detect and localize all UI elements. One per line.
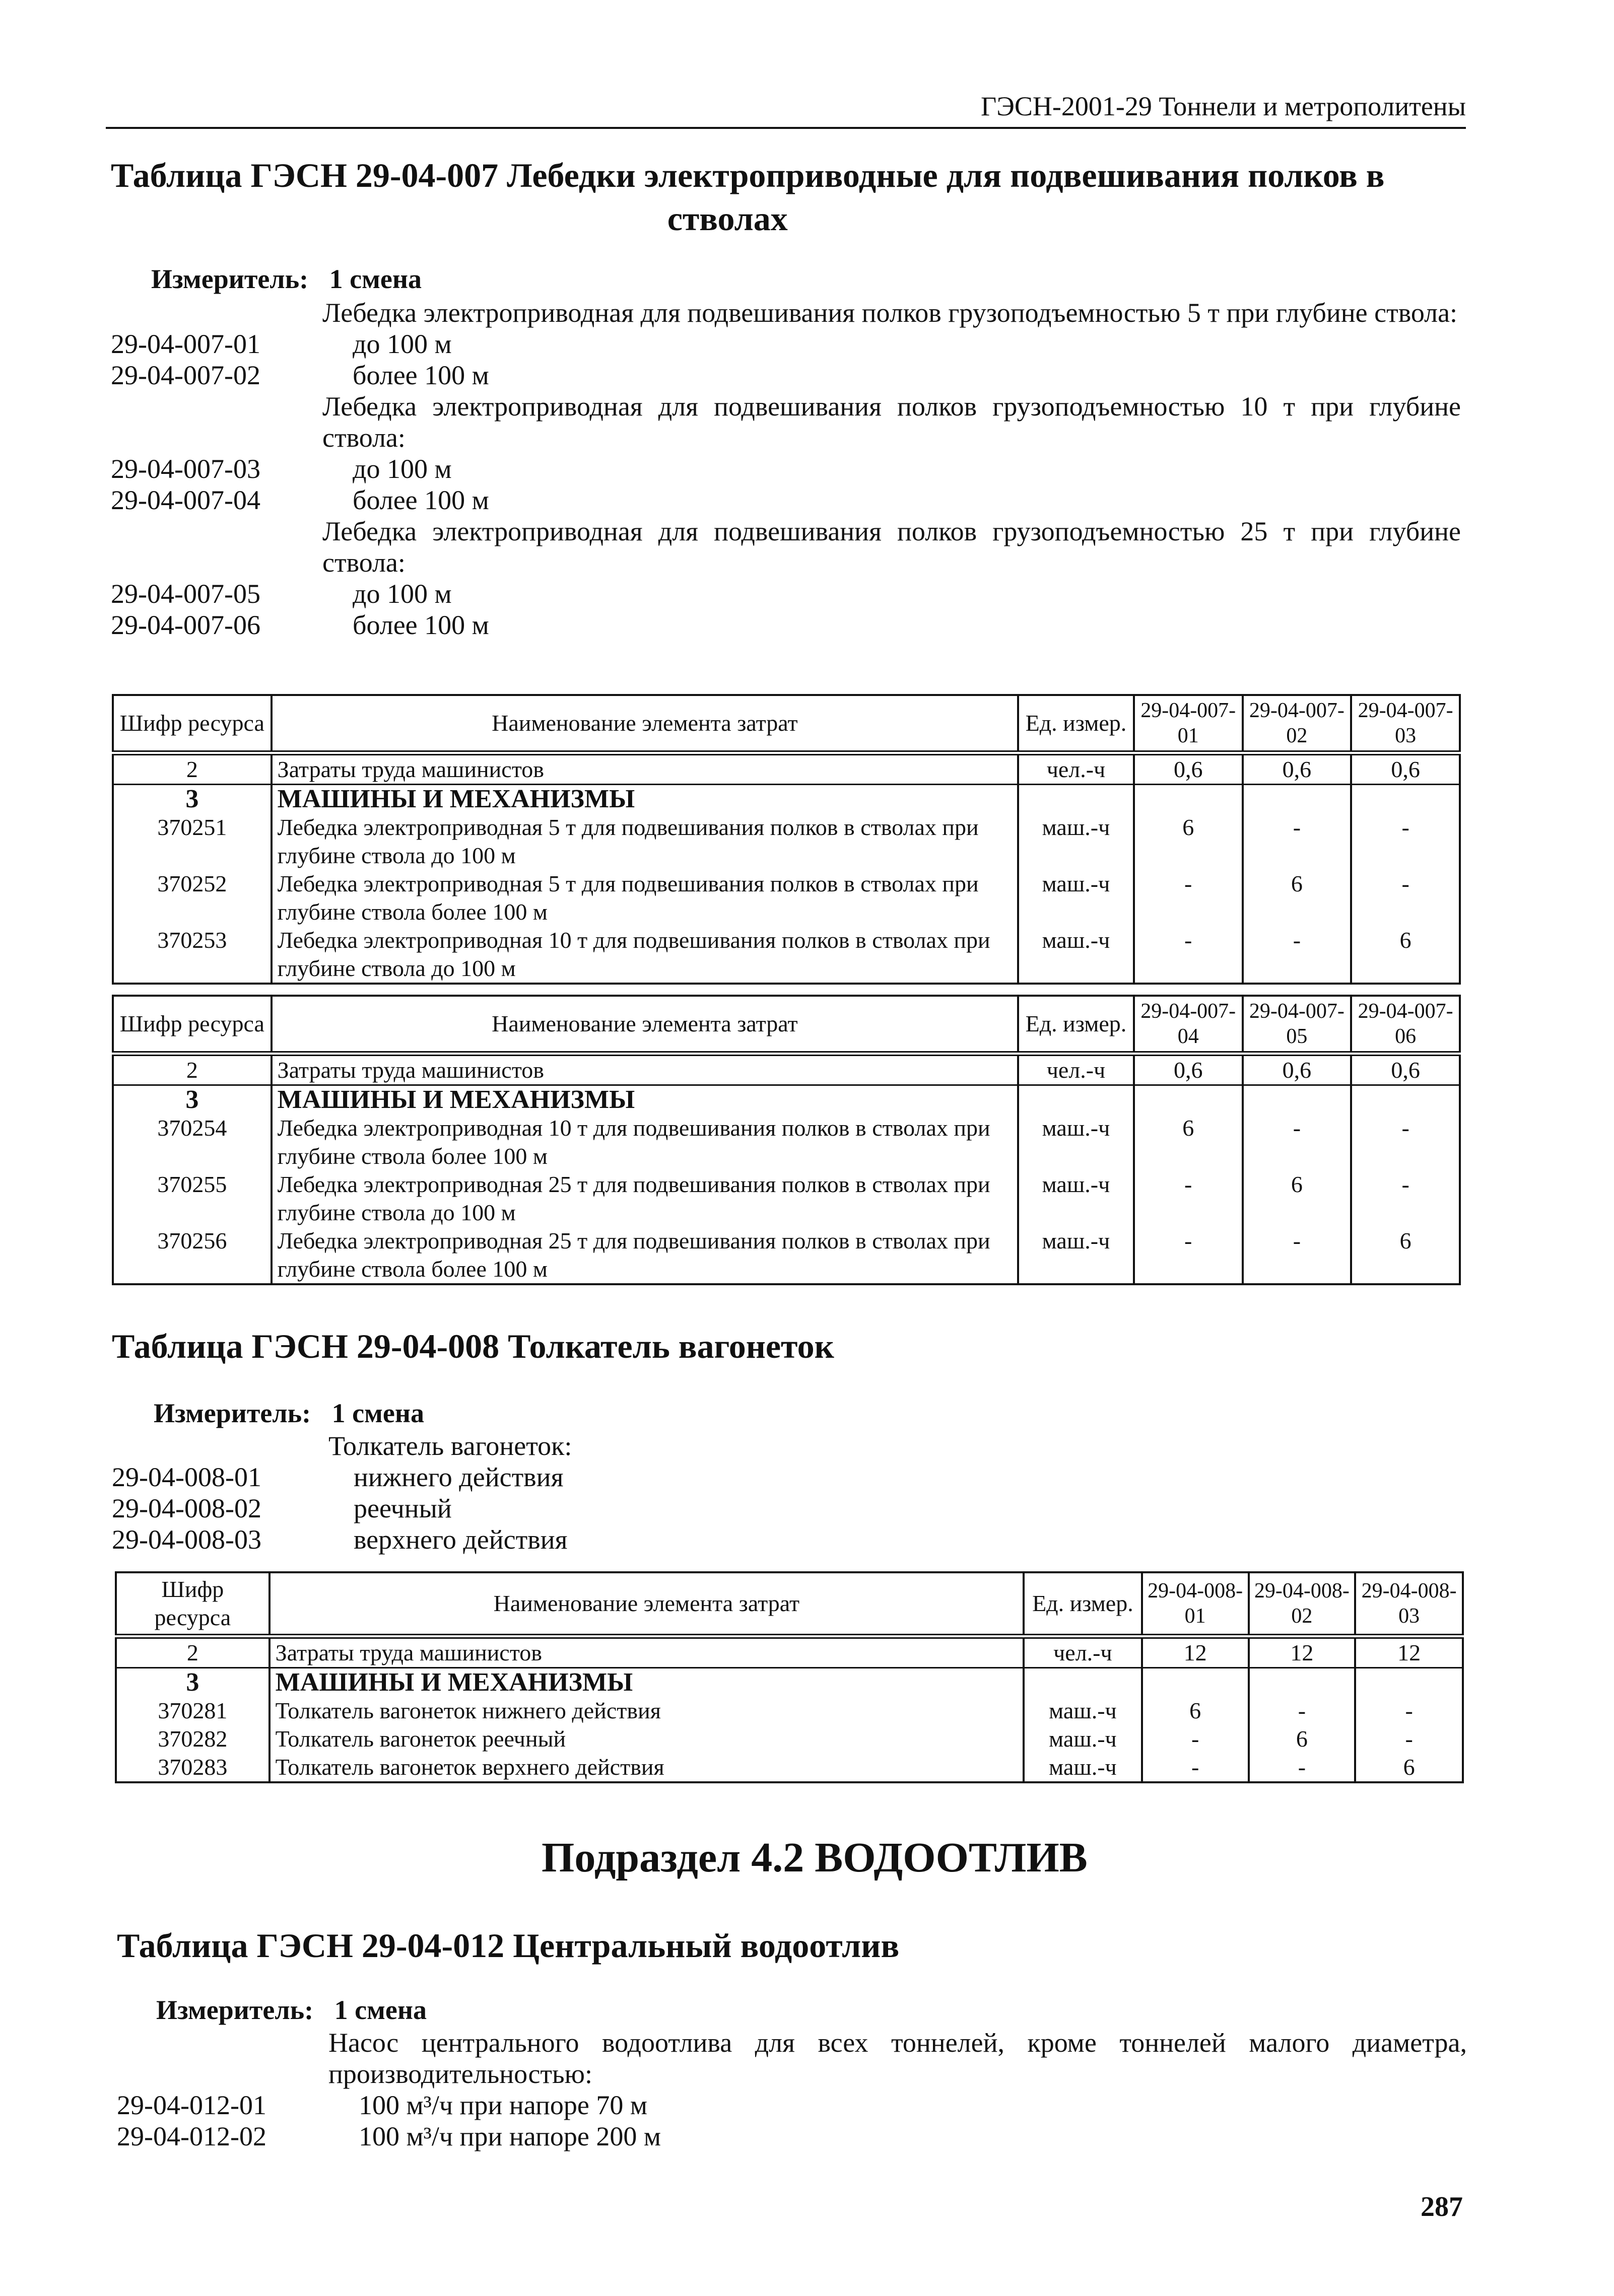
table-row xyxy=(113,926,1460,984)
resource-unit: маш.-ч xyxy=(1024,1753,1142,1782)
resource-code: 370255 xyxy=(113,1170,272,1227)
resource-name: Затраты труда машинистов xyxy=(272,1054,1018,1085)
spec-description: Толкатель вагонеток: xyxy=(328,1431,572,1461)
resource-value: - xyxy=(1351,1114,1460,1170)
resource-name: Лебедка электроприводная 5 т для подвешивания полков в стволах при глубине ствола до 100 м xyxy=(272,813,1018,870)
resource-value: - xyxy=(1243,926,1352,984)
table-row xyxy=(113,1114,1460,1170)
resource-code: 2 xyxy=(113,1054,272,1085)
resource-code: 370252 xyxy=(113,870,272,926)
column-header: 29-04-007-02 xyxy=(1243,695,1352,753)
resource-unit: маш.-ч xyxy=(1018,870,1134,926)
table-section-row xyxy=(113,785,1460,814)
table-row xyxy=(113,870,1460,926)
spec-description: Лебедка электроприводная для подвешивания полков грузоподъемностью 10 т при глубине ствола: xyxy=(322,391,1461,453)
resource-value: 6 xyxy=(1243,1170,1352,1227)
resource-unit: маш.-ч xyxy=(1018,1114,1134,1170)
column-header: Ед. измер. xyxy=(1018,695,1134,753)
resource-value: - xyxy=(1134,1170,1243,1227)
resource-unit: маш.-ч xyxy=(1018,1170,1134,1227)
resource-value: - xyxy=(1351,870,1460,926)
resource-name: Лебедка электроприводная 25 т для подвешивания полков в стволах при глубине ствола более 100 м xyxy=(272,1227,1018,1284)
column-header: Шифр ресурса xyxy=(113,996,272,1054)
resource-value: 0,6 xyxy=(1351,753,1460,785)
spec-code: 29-04-007-02 xyxy=(111,360,260,390)
resource-table xyxy=(112,995,1461,1285)
page-number: 287 xyxy=(1421,2191,1463,2222)
column-header: 29-04-008-03 xyxy=(1355,1572,1463,1636)
resource-unit: чел.-ч xyxy=(1024,1636,1142,1668)
resource-code: 2 xyxy=(116,1636,270,1668)
spec-list xyxy=(112,1430,1462,1555)
resource-value: 12 xyxy=(1142,1636,1249,1668)
resource-table xyxy=(112,694,1461,985)
resource-unit: маш.-ч xyxy=(1018,1227,1134,1284)
table-row xyxy=(116,1725,1463,1753)
spec-item: до 100 м xyxy=(353,454,452,484)
resource-name: Лебедка электроприводная 10 т для подвешивания полков в стволах при глубине ствола более 100 м xyxy=(272,1114,1018,1170)
resource-code: 370281 xyxy=(116,1697,270,1725)
table-title-line2: стволах xyxy=(667,199,788,238)
resource-name: Лебедка электроприводная 25 т для подвешивания полков в стволах при глубине ствола до 100 м xyxy=(272,1170,1018,1227)
resource-value: 0,6 xyxy=(1134,1054,1243,1085)
table-title: Таблица ГЭСН 29-04-008 Толкатель вагонеток xyxy=(112,1327,834,1365)
resource-value: 0,6 xyxy=(1134,753,1243,785)
resource-unit: маш.-ч xyxy=(1018,813,1134,870)
resource-value: - xyxy=(1134,926,1243,984)
spec-item: более 100 м xyxy=(353,485,489,515)
section-name: МАШИНЫ И МЕХАНИЗМЫ xyxy=(272,785,1018,814)
table-row xyxy=(116,1636,1463,1668)
resource-value: 12 xyxy=(1355,1636,1463,1668)
resource-unit: чел.-ч xyxy=(1018,753,1134,785)
table-section-row xyxy=(113,1085,1460,1115)
table-header-row xyxy=(116,1572,1463,1636)
column-header: Наименование элемента затрат xyxy=(272,695,1018,753)
section-code: 3 xyxy=(113,1085,272,1115)
resource-code: 370282 xyxy=(116,1725,270,1753)
resource-value: - xyxy=(1243,1227,1352,1284)
resource-code: 370251 xyxy=(113,813,272,870)
column-header: Шифр ресурса xyxy=(116,1572,270,1636)
spec-item: до 100 м xyxy=(353,579,452,609)
spec-code: 29-04-008-02 xyxy=(112,1493,261,1523)
spec-item: 100 м³/ч при напоре 200 м xyxy=(359,2121,661,2151)
resource-value: 6 xyxy=(1134,813,1243,870)
resource-value: - xyxy=(1355,1725,1463,1753)
table-row xyxy=(113,753,1460,785)
column-header: 29-04-007-03 xyxy=(1351,695,1460,753)
spec-code: 29-04-007-04 xyxy=(111,485,260,515)
resource-value: - xyxy=(1142,1753,1249,1782)
column-header: Наименование элемента затрат xyxy=(272,996,1018,1054)
measure-value: 1 смена xyxy=(329,264,422,294)
table-title xyxy=(111,154,1385,240)
column-header: 29-04-008-01 xyxy=(1142,1572,1249,1636)
spec-code: 29-04-012-01 xyxy=(117,2090,266,2120)
resource-value: - xyxy=(1243,1114,1352,1170)
table-row xyxy=(116,1697,1463,1725)
resource-value: - xyxy=(1134,870,1243,926)
section-name: МАШИНЫ И МЕХАНИЗМЫ xyxy=(272,1085,1018,1115)
measure-label: Измеритель: xyxy=(151,264,309,294)
spec-description: Насос центрального водоотлива для всех тоннелей, кроме тоннелей малого диаметра, производительностью: xyxy=(328,2028,1467,2089)
table-section-row xyxy=(116,1668,1463,1697)
resource-value: - xyxy=(1134,1227,1243,1284)
resource-code: 370254 xyxy=(113,1114,272,1170)
resource-table xyxy=(115,1571,1464,1783)
resource-value: 0,6 xyxy=(1243,1054,1352,1085)
section-code: 3 xyxy=(116,1668,270,1697)
spec-code: 29-04-008-03 xyxy=(112,1524,261,1555)
resource-code: 2 xyxy=(113,753,272,785)
table-row xyxy=(113,1170,1460,1227)
resource-value: 6 xyxy=(1355,1753,1463,1782)
column-header: 29-04-007-04 xyxy=(1134,996,1243,1054)
resource-value: 6 xyxy=(1243,870,1352,926)
resource-name: Толкатель вагонеток реечный xyxy=(270,1725,1024,1753)
spec-item: реечный xyxy=(354,1493,452,1523)
resource-name: Лебедка электроприводная 5 т для подвешивания полков в стволах при глубине ствола более 100 м xyxy=(272,870,1018,926)
section-code: 3 xyxy=(113,785,272,814)
table-title-line1: Таблица ГЭСН 29-04-007 Лебедки электроприводные для подвешивания полков в xyxy=(111,156,1385,194)
resource-name: Затраты труда машинистов xyxy=(270,1636,1024,1668)
resource-value: 6 xyxy=(1351,926,1460,984)
measure-label: Измеритель: xyxy=(154,1398,311,1428)
measure-value: 1 смена xyxy=(331,1398,425,1428)
resource-value: 6 xyxy=(1249,1725,1356,1753)
measure xyxy=(154,1398,424,1429)
column-header: Ед. измер. xyxy=(1024,1572,1142,1636)
resource-value: - xyxy=(1142,1725,1249,1753)
resource-value: 0,6 xyxy=(1351,1054,1460,1085)
spec-item: более 100 м xyxy=(353,610,489,640)
resource-value: - xyxy=(1351,1170,1460,1227)
resource-code: 370253 xyxy=(113,926,272,984)
spec-item: до 100 м xyxy=(353,329,452,359)
column-header: 29-04-008-02 xyxy=(1249,1572,1356,1636)
section-name: МАШИНЫ И МЕХАНИЗМЫ xyxy=(270,1668,1024,1697)
resource-code: 370256 xyxy=(113,1227,272,1284)
spec-item: верхнего действия xyxy=(354,1524,568,1555)
table-row xyxy=(113,813,1460,870)
spec-code: 29-04-007-06 xyxy=(111,610,260,640)
spec-code: 29-04-012-02 xyxy=(117,2121,266,2151)
resource-value: 12 xyxy=(1249,1636,1356,1668)
spec-item: 100 м³/ч при напоре 70 м xyxy=(359,2090,648,2120)
resource-name: Толкатель вагонеток верхнего действия xyxy=(270,1753,1024,1782)
table-title: Таблица ГЭСН 29-04-012 Центральный водоотлив xyxy=(117,1926,900,1965)
spec-code: 29-04-007-05 xyxy=(111,579,260,609)
spec-code: 29-04-007-01 xyxy=(111,329,260,359)
column-header: 29-04-007-05 xyxy=(1243,996,1352,1054)
table-row xyxy=(116,1753,1463,1782)
measure-label: Измеритель: xyxy=(156,1995,314,2025)
resource-unit: маш.-ч xyxy=(1024,1697,1142,1725)
spec-item: нижнего действия xyxy=(354,1462,564,1492)
column-header: Наименование элемента затрат xyxy=(270,1572,1024,1636)
spec-code: 29-04-008-01 xyxy=(112,1462,261,1492)
resource-value: - xyxy=(1351,813,1460,870)
resource-name: Толкатель вагонеток нижнего действия xyxy=(270,1697,1024,1725)
measure-value: 1 смена xyxy=(334,1995,427,2025)
subsection-heading: Подраздел 4.2 ВОДООТЛИВ xyxy=(542,1834,1088,1881)
table-row xyxy=(113,1054,1460,1085)
spec-code: 29-04-007-03 xyxy=(111,454,260,484)
column-header: 29-04-007-06 xyxy=(1351,996,1460,1054)
resource-value: 6 xyxy=(1351,1227,1460,1284)
resource-unit: чел.-ч xyxy=(1018,1054,1134,1085)
spec-list xyxy=(111,297,1461,641)
table-header-row xyxy=(113,996,1460,1054)
spec-list xyxy=(117,2027,1467,2152)
resource-value: - xyxy=(1243,813,1352,870)
resource-value: - xyxy=(1249,1753,1356,1782)
resource-value: 0,6 xyxy=(1243,753,1352,785)
table-row xyxy=(113,1227,1460,1284)
resource-name: Затраты труда машинистов xyxy=(272,753,1018,785)
resource-value: - xyxy=(1249,1697,1356,1725)
spec-description: Лебедка электроприводная для подвешивания полков грузоподъемностью 5 т при глубине ствола: xyxy=(322,298,1458,328)
resource-value: 6 xyxy=(1134,1114,1243,1170)
resource-unit: маш.-ч xyxy=(1018,926,1134,984)
resource-value: 6 xyxy=(1142,1697,1249,1725)
spec-item: более 100 м xyxy=(353,360,489,390)
resource-code: 370283 xyxy=(116,1753,270,1782)
resource-unit: маш.-ч xyxy=(1024,1725,1142,1753)
column-header: Шифр ресурса xyxy=(113,695,272,753)
column-header: 29-04-007-01 xyxy=(1134,695,1243,753)
table-header-row xyxy=(113,695,1460,753)
column-header: Ед. измер. xyxy=(1018,996,1134,1054)
spec-description: Лебедка электроприводная для подвешивания полков грузоподъемностью 25 т при глубине ствола: xyxy=(322,516,1461,578)
running-header: ГЭСН-2001-29 Тоннели и метрополитены xyxy=(106,91,1466,129)
measure xyxy=(156,1994,427,2026)
resource-name: Лебедка электроприводная 10 т для подвешивания полков в стволах при глубине ствола до 100 м xyxy=(272,926,1018,984)
resource-value: - xyxy=(1355,1697,1463,1725)
measure xyxy=(151,263,422,295)
